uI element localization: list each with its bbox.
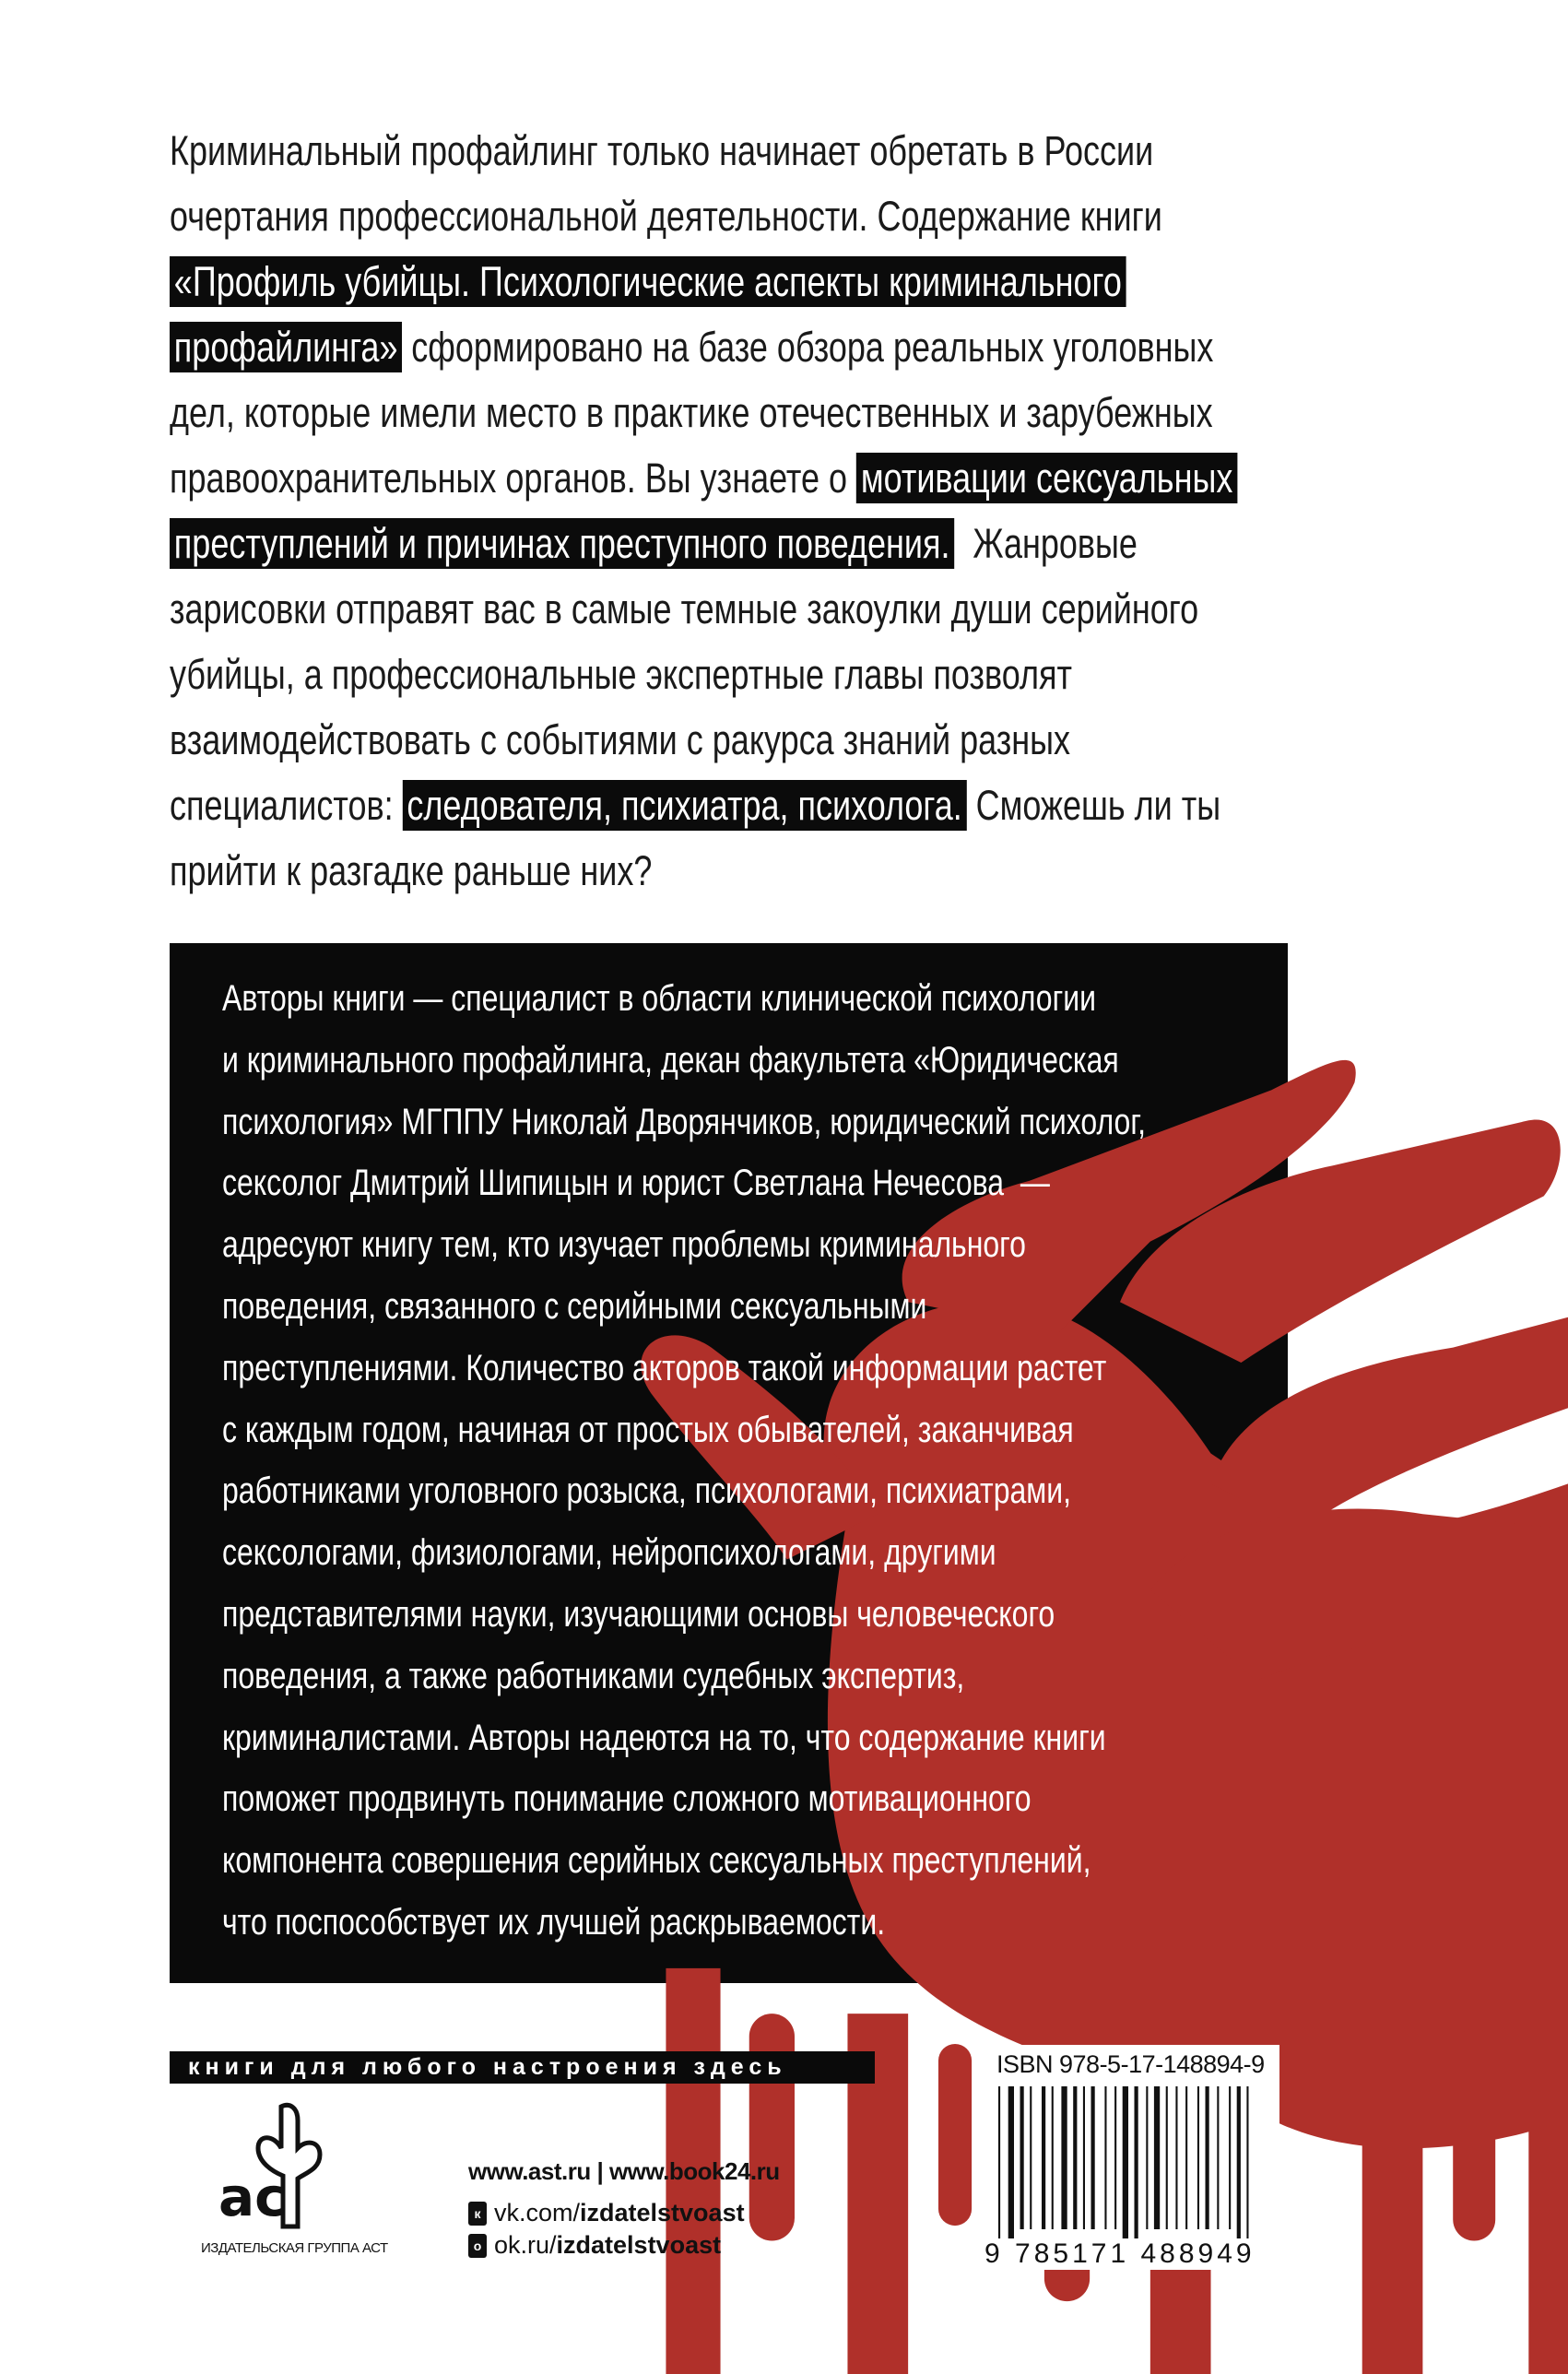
barcode-bar	[1166, 2086, 1168, 2229]
text-segment: прийти к разгадке раньше них?	[170, 847, 653, 894]
barcode	[998, 2086, 1277, 2243]
barcode-bar	[1061, 2086, 1067, 2229]
authors-line: представителями науки, изучающими основы человеческого	[222, 1593, 1055, 1635]
ok-icon: о	[468, 2234, 487, 2258]
authors-text	[222, 968, 1291, 1954]
barcode-bar	[1237, 2086, 1241, 2243]
ok-link[interactable]	[468, 2231, 780, 2260]
barcode-bar	[1246, 2086, 1248, 2243]
text-segment: правоохранительных органов. Вы узнаете о	[170, 455, 857, 502]
authors-line: сексолог Дмитрий Шипицын и юрист Светлана Нечесова —	[222, 1163, 1050, 1204]
authors-line: психология» МГППУ Николай Дворянчиков, юридический психолог,	[222, 1101, 1146, 1142]
barcode-bar	[1091, 2086, 1095, 2229]
text-segment: сформировано на базе обзора реальных уголовных	[402, 324, 1214, 371]
text-segment: дел, которые имели место в практике отечественных и зарубежных	[170, 389, 1213, 436]
isbn-block	[984, 2045, 1279, 2269]
vk-prefix: vk.com/	[494, 2199, 581, 2226]
barcode-bar	[1073, 2086, 1077, 2229]
vk-handle: izdatelstvoast	[580, 2199, 745, 2226]
paragraph-line	[170, 511, 1276, 576]
description-paragraph	[170, 118, 1276, 904]
authors-line: работниками уголовного розыска, психологами, психиатрами,	[222, 1470, 1072, 1512]
barcode-bar	[998, 2086, 1000, 2243]
authors-line: поведения, а также работниками судебных экспертиз,	[222, 1655, 965, 1696]
highlighted-text: «Профиль убийцы. Психологические аспекты криминального	[170, 256, 1126, 307]
barcode-bar	[1008, 2086, 1014, 2243]
text-segment: убийцы, а профессиональные экспертные главы позволят	[170, 651, 1072, 698]
authors-line: поведения, связанного с серийными сексуальными	[222, 1285, 927, 1327]
authors-line: компонента совершения серийных сексуальных преступлений,	[222, 1840, 1091, 1882]
barcode-bar	[1146, 2086, 1148, 2229]
svg-text:ac: ac	[218, 2166, 287, 2228]
authors-line: с каждым годом, начиная от простых обывателей, заканчивая	[222, 1409, 1074, 1450]
authors-line: сексологами, физиологами, нейропсихологами, другими	[222, 1532, 996, 1574]
ast-logo	[217, 2097, 327, 2240]
barcode-bar	[1052, 2086, 1054, 2229]
slogan-banner: книги для любого настроения здесь	[170, 2051, 875, 2084]
paragraph-line	[170, 249, 1276, 314]
highlighted-text: преступлений и причинах преступного поведения.	[170, 518, 954, 569]
authors-line: криминалистами. Авторы надеются на то, что содержание книги	[222, 1717, 1106, 1758]
authors-line: и криминального профайлинга, декан факультета «Юридическая	[222, 1039, 1119, 1081]
text-segment: специалистов:	[170, 782, 403, 829]
text-segment: взаимодействовать с событиями с ракурса знаний разных	[170, 716, 1071, 763]
barcode-bar	[1206, 2086, 1209, 2229]
authors-line: адресуют книгу тем, кто изучает проблемы криминального	[222, 1224, 1026, 1266]
text-segment: очертания профессиональной деятельности. Содержание книги	[170, 193, 1162, 240]
text-segment: Криминальный профайлинг только начинает обретать в России	[170, 127, 1154, 174]
highlighted-text: профайлинга»	[170, 322, 402, 372]
barcode-bar	[1083, 2086, 1085, 2229]
paragraph-line	[170, 838, 1276, 904]
paragraph-line	[170, 445, 1276, 511]
paragraph-line	[170, 773, 1276, 838]
website-links[interactable]: www.ast.ru | www.book24.ru	[468, 2157, 780, 2185]
barcode-bar	[1104, 2086, 1106, 2229]
publisher-links	[468, 2157, 780, 2260]
paragraph-line	[170, 642, 1276, 707]
barcode-bar	[1175, 2086, 1177, 2229]
barcode-bar	[1135, 2086, 1138, 2243]
authors-line: поможет продвинуть понимание сложного мотивационного	[222, 1778, 1032, 1820]
barcode-bar	[1020, 2086, 1024, 2229]
highlighted-text: мотивации сексуальных	[856, 453, 1237, 503]
authors-line: преступлениями. Количество акторов такой информации растет	[222, 1347, 1107, 1388]
paragraph-line	[170, 118, 1276, 183]
barcode-bar	[1197, 2086, 1199, 2229]
barcode-bar	[1154, 2086, 1160, 2229]
authors-line: Авторы книги — специалист в области клинической психологии	[222, 978, 1097, 1019]
barcode-bar	[1185, 2086, 1187, 2229]
paragraph-line	[170, 314, 1276, 380]
text-segment: зарисовки отправят вас в самые темные закоулки души серийного	[170, 585, 1199, 632]
authors-line: что поспособствует их лучшей раскрываемости.	[222, 1901, 886, 1943]
vk-icon: к	[468, 2202, 487, 2226]
publisher-caption: ИЗДАТЕЛЬСКАЯ ГРУППА АСТ	[201, 2240, 388, 2256]
paragraph-line	[170, 183, 1276, 249]
barcode-bar	[1229, 2086, 1231, 2229]
text-segment: Жанровые	[954, 520, 1138, 567]
barcode-bar	[1217, 2086, 1219, 2229]
barcode-digits: 9 785171 488949	[984, 2238, 1256, 2269]
barcode-bar	[1042, 2086, 1045, 2229]
highlighted-text: следователя, психиатра, психолога.	[403, 780, 967, 831]
isbn-label: ISBN 978-5-17-148894-9	[996, 2050, 1265, 2078]
ok-prefix: ok.ru/	[494, 2231, 557, 2259]
paragraph-line	[170, 576, 1276, 642]
ok-handle: izdatelstvoast	[556, 2231, 722, 2259]
barcode-bar	[1114, 2086, 1116, 2229]
vk-link[interactable]	[468, 2199, 780, 2227]
text-segment: Сможешь ли ты	[966, 782, 1221, 829]
barcode-bar	[1123, 2086, 1128, 2243]
paragraph-line	[170, 707, 1276, 773]
barcode-bar	[1030, 2086, 1032, 2229]
paragraph-line	[170, 380, 1276, 445]
